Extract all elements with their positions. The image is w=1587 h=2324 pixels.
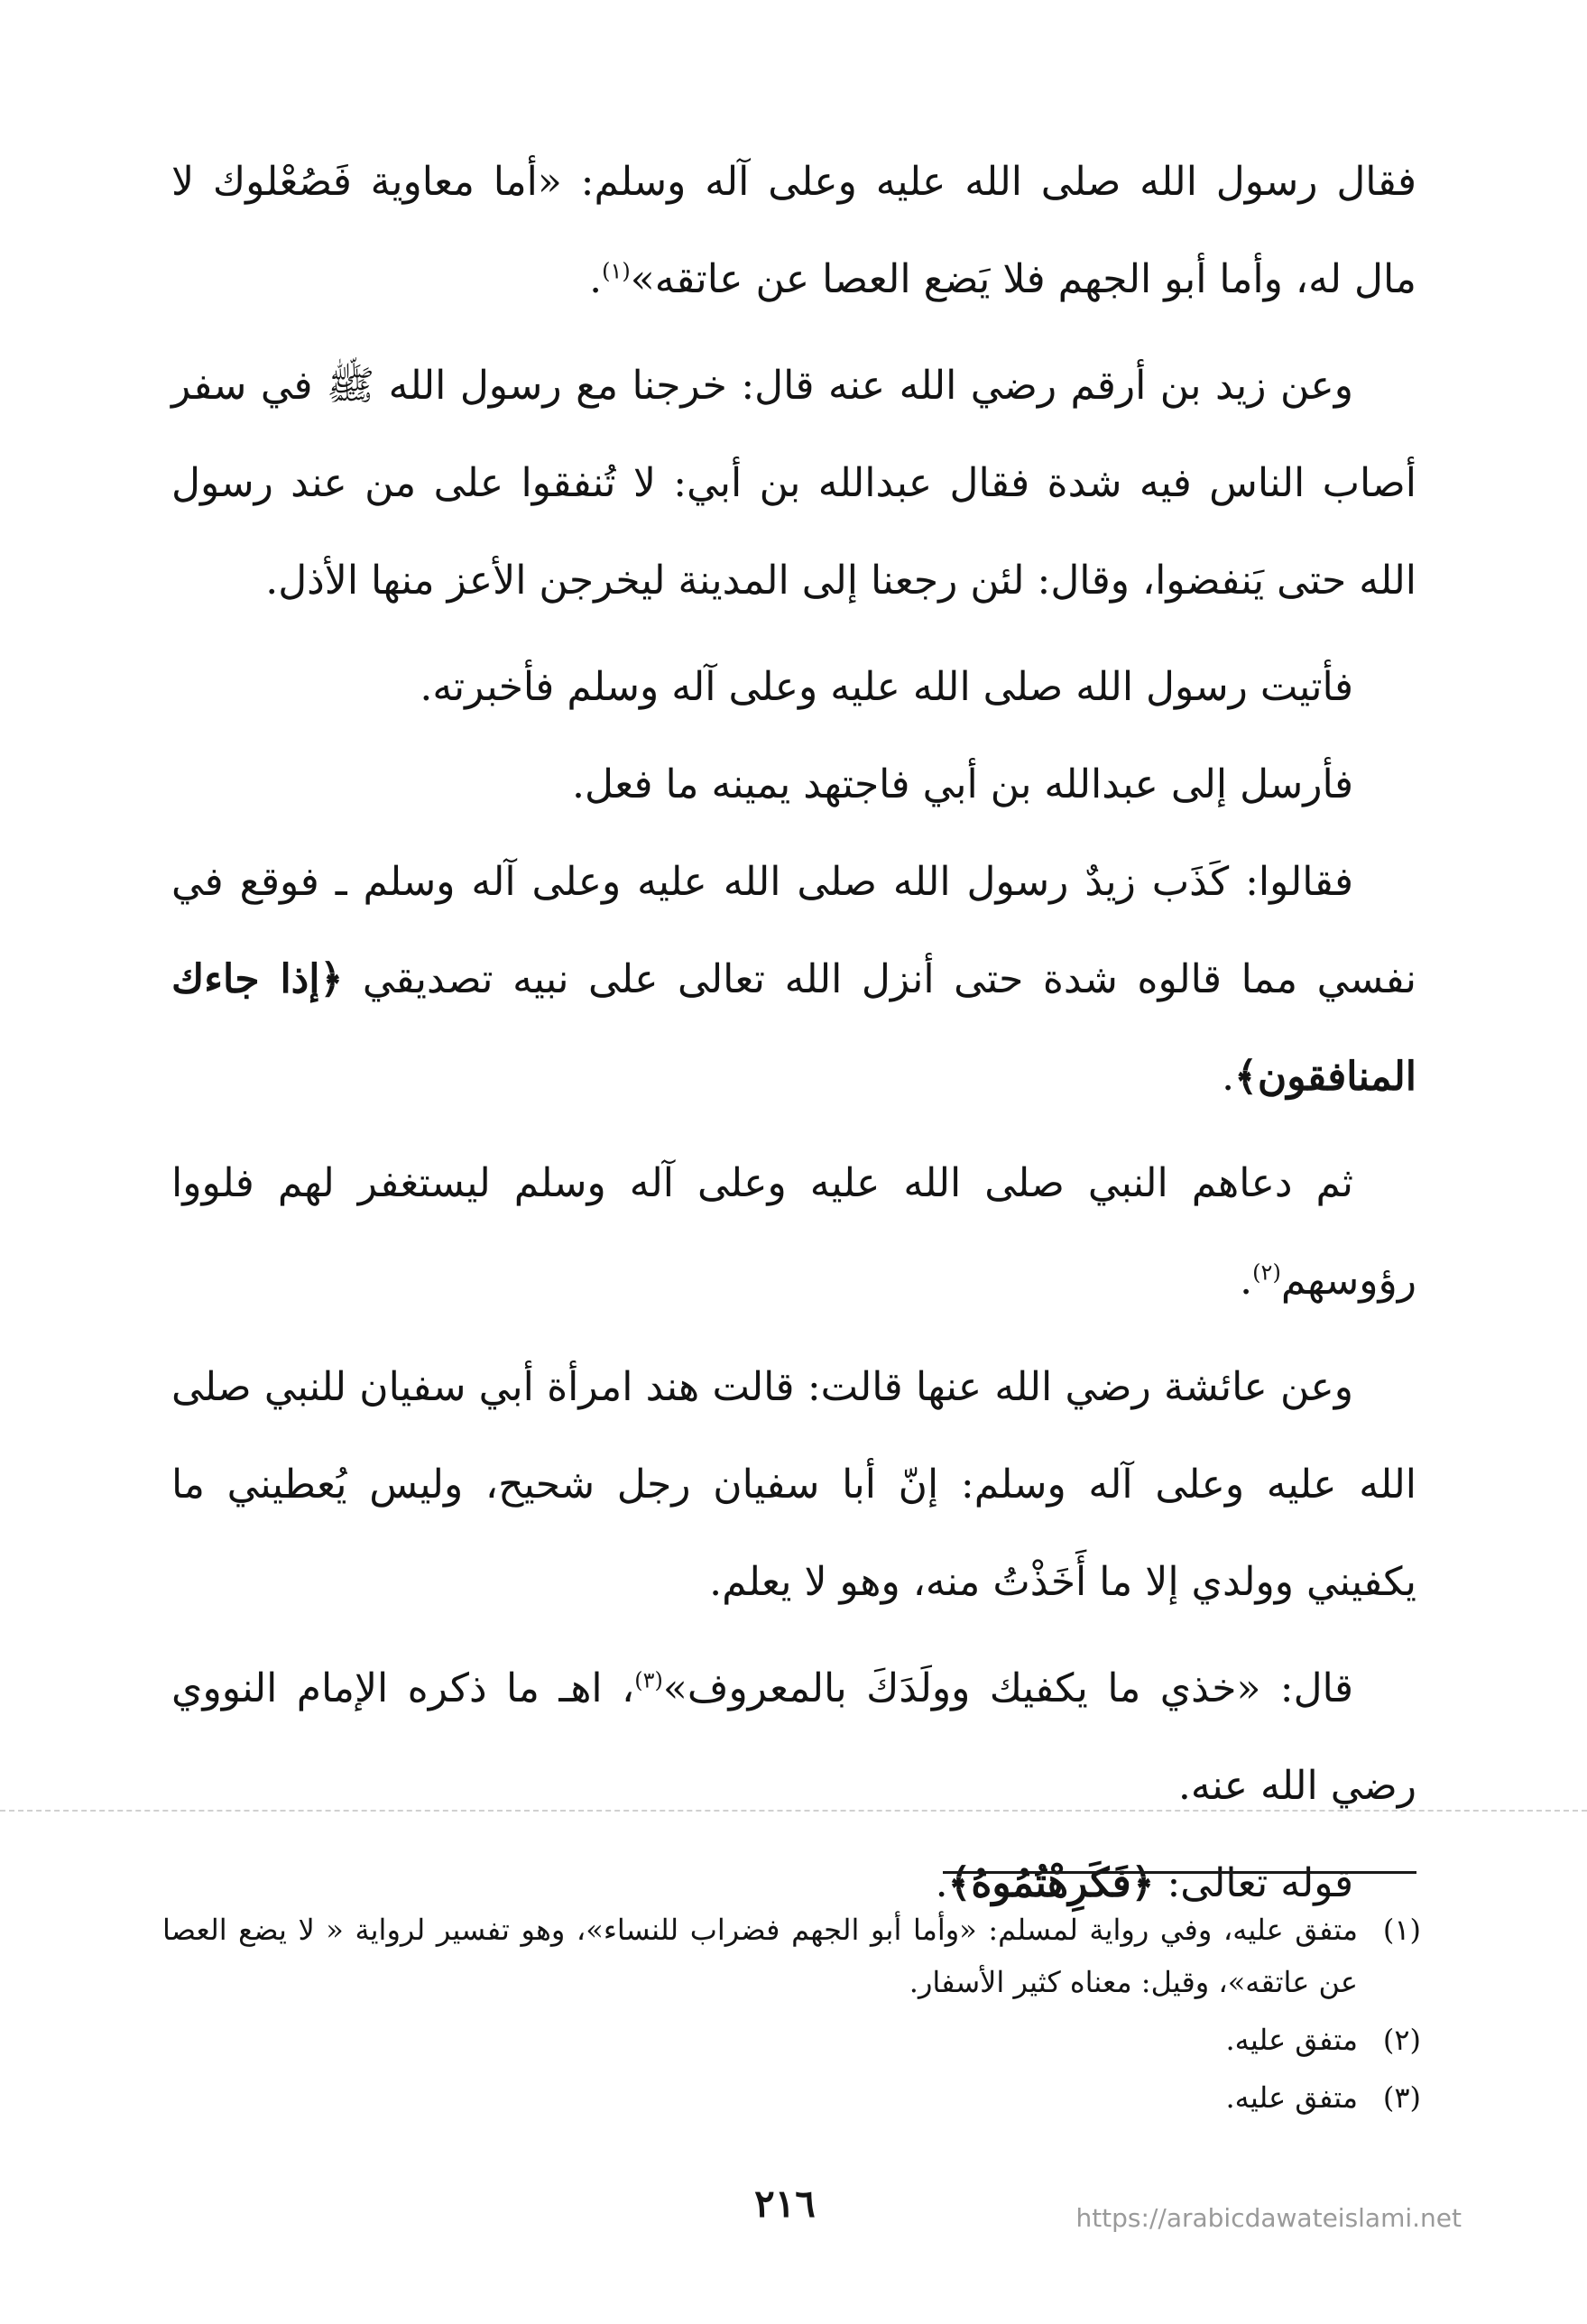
watermark-url: https://arabicdawateislami.net [1075,2203,1462,2233]
paragraph-2: وعن زيد بن أرقم رضي الله عنه قال: خرجنا مع رسول الله ﷺ في سفر أصاب الناس فيه شدة فقال عبدالله بن أبي: لا تُنفقوا على من عند رسول الله حتى يَنفضوا، وقال: لئن رجعنا إلى المدينة ليخرجن الأعز منها الأذل. [171,363,1416,604]
footnote-ref: (٢) [1252,1259,1281,1286]
paragraph-4: فأرسل إلى عبدالله بن أبي فاجتهد يمينه ما فعل. [571,761,1353,807]
footnote-number: (١) [1382,1913,1421,1947]
paragraph-7: وعن عائشة رضي الله عنها قالت: قالت هند امرأة أبي سفيان للنبي صلى الله عليه وعلى آله وسلم: إنّ أبا سفيان رجل شحيح، وليس يُعطيني ما يكفيني وولدي إلا ما أَخَذْتُ منه، وهو لا يعلم. [171,1364,1416,1605]
footnote-ref: (١) [602,258,631,284]
scan-artifact-line [0,1810,1587,1812]
footnote-ref: (٣) [634,1667,663,1693]
paragraph-5: فقالوا: كَذَب زيدٌ رسول الله صلى الله عليه وعلى آله وسلم ـ فوقع في نفسي مما قالوه شدة حتى أنزل الله تعالى على نبيه تصديقي ﴿إذا جاءك المنافقون﴾. [171,859,1417,1100]
paragraph-9: قوله تعالى: ﴿فَكَرِهْتُمُوهُ﴾. [935,1860,1353,1906]
paragraph-8: قال: «خذي ما يكفيك وولَدَكَ بالمعروف»$^{(٣)}$، اهـ ما ذكره الإمام النووي رضي الله عنه. [171,1665,1416,1809]
footnote-2 [162,2014,1421,2066]
footnote-1 [162,1904,1421,2008]
footnotes [162,1904,1421,2129]
quran-quote: ﴿إذا جاءك المنافقون﴾ [171,956,1416,1100]
footnote-number: (٢) [1382,2023,1421,2057]
footnote-text: متفق عليه. [1225,2080,1358,2115]
footnote-divider [943,1871,1416,1874]
footnote-text: متفق عليه. [1225,2023,1358,2057]
footnote-text: متفق عليه، وفي رواية لمسلم: «وأما أبو الجهم فضراب للنساء»، وهو تفسير لرواية « لا يضع العصا عن عاتقه»، وقيل: معناه كثير الأسفار. [162,1913,1358,1999]
quran-quote: ﴿فَكَرِهْتُمُوهُ﴾ [947,1860,1155,1906]
paragraph-1: فقال رسول الله صلى الله عليه وعلى آله وسلم: «أما معاوية فَصُعْلوك لا مال له، وأما أبو الجهم فلا يَضع العصا عن عاتقه»$^{(١)}$. [171,159,1416,302]
main-text [171,134,1416,1932]
paragraph-3: فأتيت رسول الله صلى الله عليه وعلى آله وسلم فأخبرته. [420,664,1353,710]
paragraph-6: ثم دعاهم النبي صلى الله عليه وعلى آله وسلم ليستغفر لهم فلووا رؤوسهم$^{(٢)}$. [171,1160,1416,1304]
footnote-3 [162,2071,1421,2124]
footnote-number: (٣) [1382,2080,1421,2115]
page-number: ٢١٦ [754,2181,816,2226]
